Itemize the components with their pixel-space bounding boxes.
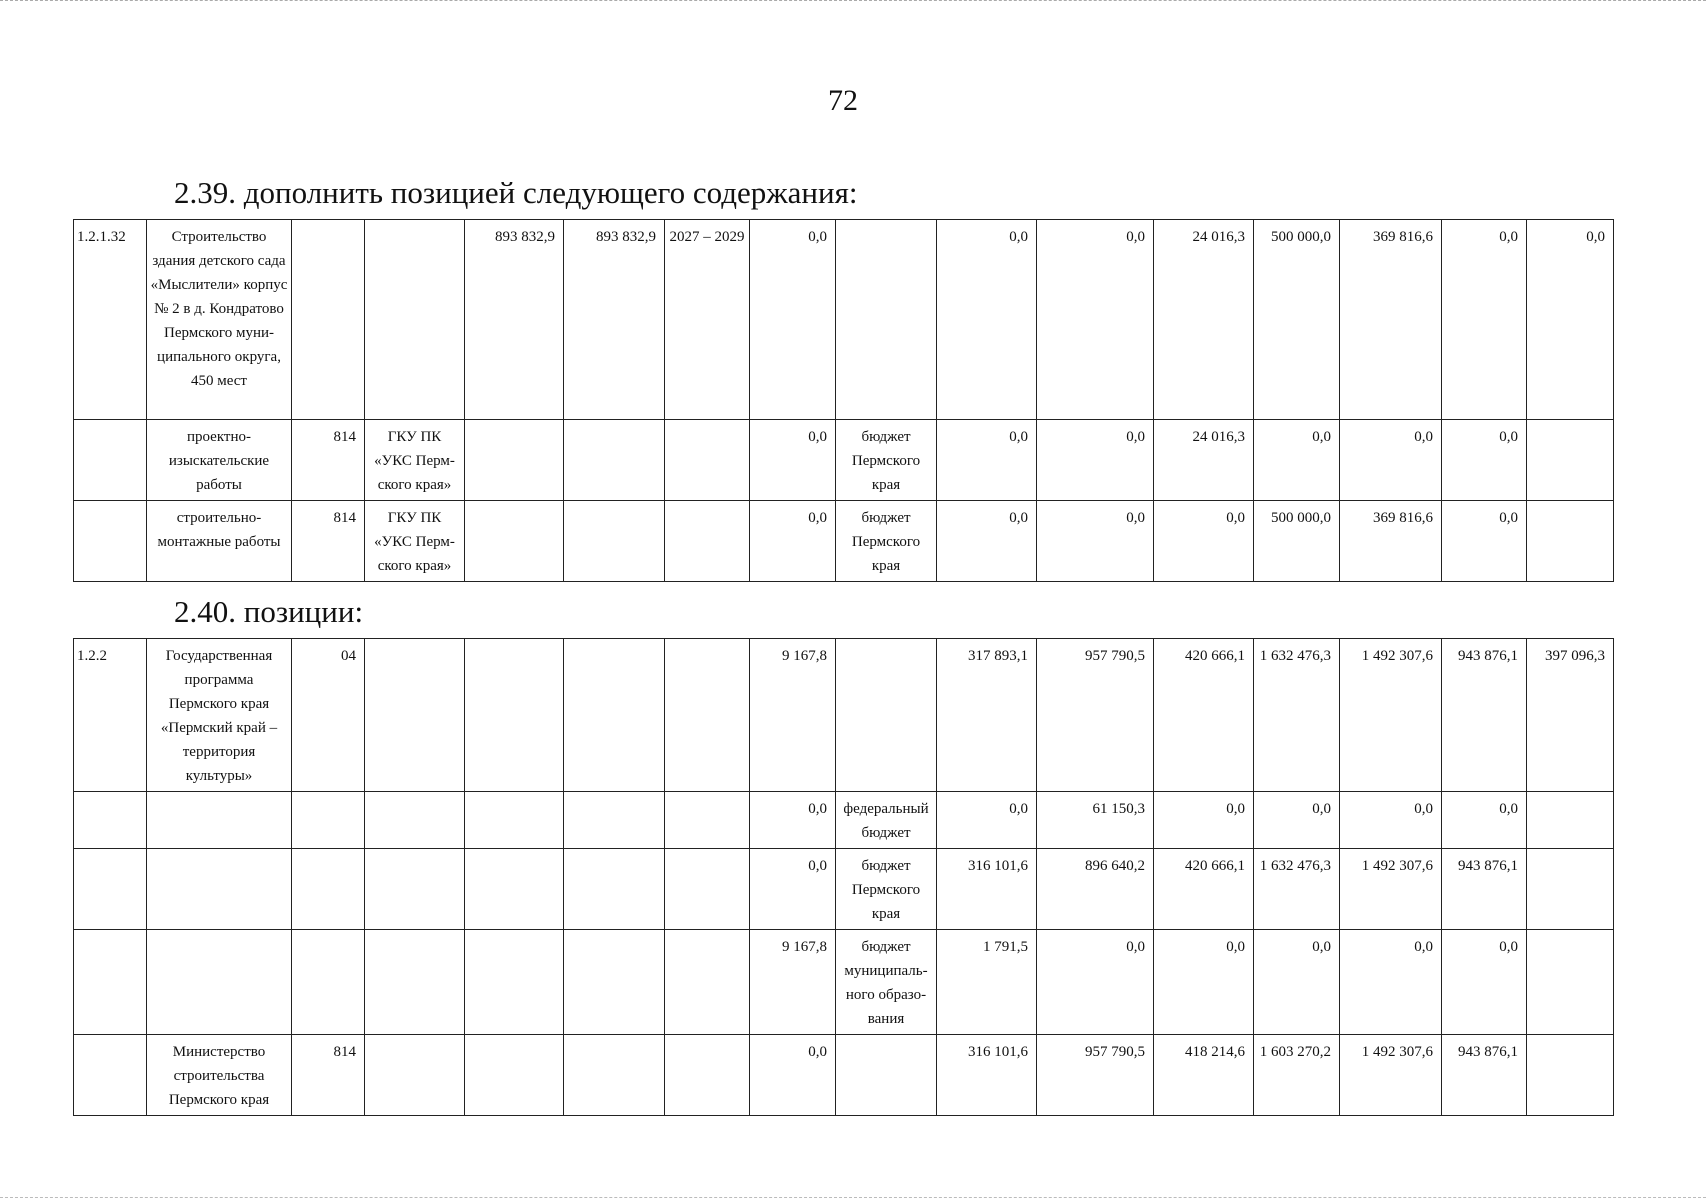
table-cell: 957 790,5 bbox=[1037, 1035, 1154, 1116]
table-cell: 0,0 bbox=[937, 501, 1037, 582]
table-cell bbox=[564, 639, 665, 792]
table-cell: 1 632 476,3 bbox=[1254, 639, 1340, 792]
table-cell: 418 214,6 bbox=[1154, 1035, 1254, 1116]
table-cell: 0,0 bbox=[1254, 930, 1340, 1035]
table-cell: строительно-монтажные работы bbox=[147, 501, 292, 582]
table-cell: 0,0 bbox=[1254, 792, 1340, 849]
table-cell: Государственная программа Пермского края «Пермский край – территория культуры» bbox=[147, 639, 292, 792]
table-cell: 316 101,6 bbox=[937, 849, 1037, 930]
table-cell bbox=[147, 792, 292, 849]
table-cell: 1 632 476,3 bbox=[1254, 849, 1340, 930]
table-cell bbox=[564, 930, 665, 1035]
table-cell bbox=[836, 1035, 937, 1116]
table-cell bbox=[564, 1035, 665, 1116]
section-heading-2-39: 2.39. дополнить позицией следующего содержания: bbox=[174, 175, 858, 210]
table-row bbox=[74, 930, 1614, 1035]
table-cell: 0,0 bbox=[1154, 792, 1254, 849]
table-cell: 500 000,0 bbox=[1254, 501, 1340, 582]
table-cell: 369 816,6 bbox=[1340, 220, 1442, 420]
table-cell: бюджет Пермского края bbox=[836, 501, 937, 582]
table-cell: 943 876,1 bbox=[1442, 849, 1527, 930]
table-cell bbox=[465, 501, 564, 582]
table-cell: 814 bbox=[292, 501, 365, 582]
table-cell bbox=[292, 849, 365, 930]
table-cell bbox=[836, 220, 937, 420]
table-cell bbox=[564, 420, 665, 501]
table-cell: 0,0 bbox=[750, 849, 836, 930]
table-row bbox=[74, 220, 1614, 420]
table-cell: 369 816,6 bbox=[1340, 501, 1442, 582]
table-cell bbox=[465, 639, 564, 792]
table-row bbox=[74, 792, 1614, 849]
table-cell: 1 603 270,2 bbox=[1254, 1035, 1340, 1116]
table-cell bbox=[147, 930, 292, 1035]
table-cell: 24 016,3 bbox=[1154, 220, 1254, 420]
table-cell: бюджет Пермского края bbox=[836, 420, 937, 501]
table-cell bbox=[1527, 930, 1614, 1035]
table-cell: 500 000,0 bbox=[1254, 220, 1340, 420]
table-cell bbox=[665, 420, 750, 501]
scan-edge-top bbox=[0, 0, 1706, 2]
table-cell bbox=[74, 1035, 147, 1116]
table-cell: 0,0 bbox=[1037, 420, 1154, 501]
table-cell: 397 096,3 bbox=[1527, 639, 1614, 792]
table-cell: 0,0 bbox=[937, 792, 1037, 849]
table-cell: Строительство здания детского сада «Мыслители» корпус № 2 в д. Кондратово Пермского муни-ципального округа, 450 мест bbox=[147, 220, 292, 420]
table-cell: 0,0 bbox=[1340, 792, 1442, 849]
table-cell bbox=[665, 1035, 750, 1116]
table-cell bbox=[74, 849, 147, 930]
table-cell: ГКУ ПК «УКС Перм-ского края» bbox=[365, 420, 465, 501]
table-cell: 1 492 307,6 bbox=[1340, 849, 1442, 930]
table-cell bbox=[665, 930, 750, 1035]
table-cell bbox=[465, 792, 564, 849]
table-row bbox=[74, 501, 1614, 582]
table-cell bbox=[465, 930, 564, 1035]
section-heading-2-40: 2.40. позиции: bbox=[174, 594, 364, 629]
table-cell: 9 167,8 bbox=[750, 930, 836, 1035]
table-row bbox=[74, 420, 1614, 501]
table-cell: бюджет Пермского края bbox=[836, 849, 937, 930]
scan-edge-bottom bbox=[0, 1197, 1706, 1199]
table-cell bbox=[365, 1035, 465, 1116]
table-cell bbox=[665, 792, 750, 849]
table-cell bbox=[665, 849, 750, 930]
table-cell bbox=[147, 849, 292, 930]
table-row bbox=[74, 849, 1614, 930]
table-cell bbox=[365, 220, 465, 420]
table-cell: 943 876,1 bbox=[1442, 1035, 1527, 1116]
table-cell: 0,0 bbox=[1340, 420, 1442, 501]
table-cell bbox=[665, 501, 750, 582]
table-cell: 814 bbox=[292, 1035, 365, 1116]
table-cell: 04 bbox=[292, 639, 365, 792]
table-position-2-39 bbox=[73, 219, 1614, 582]
table-cell: 2027 – 2029 bbox=[665, 220, 750, 420]
table-cell: 0,0 bbox=[1442, 930, 1527, 1035]
table-cell: 1 492 307,6 bbox=[1340, 1035, 1442, 1116]
table-cell bbox=[365, 639, 465, 792]
table-cell bbox=[74, 792, 147, 849]
table-cell: 0,0 bbox=[1037, 930, 1154, 1035]
table-cell: 0,0 bbox=[1037, 220, 1154, 420]
table-cell bbox=[1527, 849, 1614, 930]
table-body bbox=[74, 639, 1614, 1116]
table-cell bbox=[836, 639, 937, 792]
table-cell: 0,0 bbox=[1037, 501, 1154, 582]
table-cell: 0,0 bbox=[1442, 220, 1527, 420]
table-cell: 0,0 bbox=[937, 420, 1037, 501]
table-cell bbox=[74, 501, 147, 582]
table-cell: 0,0 bbox=[750, 501, 836, 582]
table-cell bbox=[365, 930, 465, 1035]
table-cell bbox=[564, 792, 665, 849]
table-cell: 1.2.1.32 bbox=[74, 220, 147, 420]
table-cell: 893 832,9 bbox=[564, 220, 665, 420]
table-cell: 893 832,9 bbox=[465, 220, 564, 420]
table-cell: 0,0 bbox=[1154, 930, 1254, 1035]
table-cell bbox=[1527, 501, 1614, 582]
table-cell bbox=[292, 220, 365, 420]
table-body bbox=[74, 220, 1614, 582]
table-position-2-40 bbox=[73, 638, 1614, 1116]
page-number: 72 bbox=[828, 84, 858, 117]
table-cell: 420 666,1 bbox=[1154, 639, 1254, 792]
table-cell: 1.2.2 bbox=[74, 639, 147, 792]
table-cell: 896 640,2 bbox=[1037, 849, 1154, 930]
table-cell: 1 791,5 bbox=[937, 930, 1037, 1035]
table-row bbox=[74, 639, 1614, 792]
table-cell: 1 492 307,6 bbox=[1340, 639, 1442, 792]
table-cell bbox=[292, 930, 365, 1035]
table-cell: 316 101,6 bbox=[937, 1035, 1037, 1116]
table-cell: 943 876,1 bbox=[1442, 639, 1527, 792]
table-cell: 814 bbox=[292, 420, 365, 501]
table-row bbox=[74, 1035, 1614, 1116]
table-cell: 0,0 bbox=[750, 792, 836, 849]
table-cell: 0,0 bbox=[1442, 420, 1527, 501]
table-cell: 957 790,5 bbox=[1037, 639, 1154, 792]
table-cell: 61 150,3 bbox=[1037, 792, 1154, 849]
table-cell: 0,0 bbox=[750, 1035, 836, 1116]
table-cell: бюджет муниципаль-ного образо-вания bbox=[836, 930, 937, 1035]
table-cell bbox=[292, 792, 365, 849]
table-cell: 0,0 bbox=[1254, 420, 1340, 501]
table-cell bbox=[365, 792, 465, 849]
table-cell: 317 893,1 bbox=[937, 639, 1037, 792]
table-cell: федеральный бюджет bbox=[836, 792, 937, 849]
table-cell: ГКУ ПК «УКС Перм-ского края» bbox=[365, 501, 465, 582]
table-cell bbox=[665, 639, 750, 792]
table-cell bbox=[1527, 792, 1614, 849]
table-cell: 0,0 bbox=[750, 420, 836, 501]
table-cell bbox=[564, 501, 665, 582]
table-cell: 0,0 bbox=[1154, 501, 1254, 582]
table-cell bbox=[465, 849, 564, 930]
table-cell bbox=[74, 930, 147, 1035]
table-cell: 9 167,8 bbox=[750, 639, 836, 792]
table-cell: 0,0 bbox=[1442, 501, 1527, 582]
table-cell: 420 666,1 bbox=[1154, 849, 1254, 930]
table-cell: 0,0 bbox=[1442, 792, 1527, 849]
table-cell bbox=[465, 420, 564, 501]
table-cell: 0,0 bbox=[750, 220, 836, 420]
table-cell: 24 016,3 bbox=[1154, 420, 1254, 501]
table-cell bbox=[564, 849, 665, 930]
table-cell bbox=[1527, 1035, 1614, 1116]
table-cell: 0,0 bbox=[1340, 930, 1442, 1035]
table-cell bbox=[74, 420, 147, 501]
table-cell: Министерство строительства Пермского края bbox=[147, 1035, 292, 1116]
table-cell: 0,0 bbox=[937, 220, 1037, 420]
table-cell bbox=[365, 849, 465, 930]
table-cell: 0,0 bbox=[1527, 220, 1614, 420]
table-cell bbox=[465, 1035, 564, 1116]
table-cell bbox=[1527, 420, 1614, 501]
table-cell: проектно-изыскательские работы bbox=[147, 420, 292, 501]
